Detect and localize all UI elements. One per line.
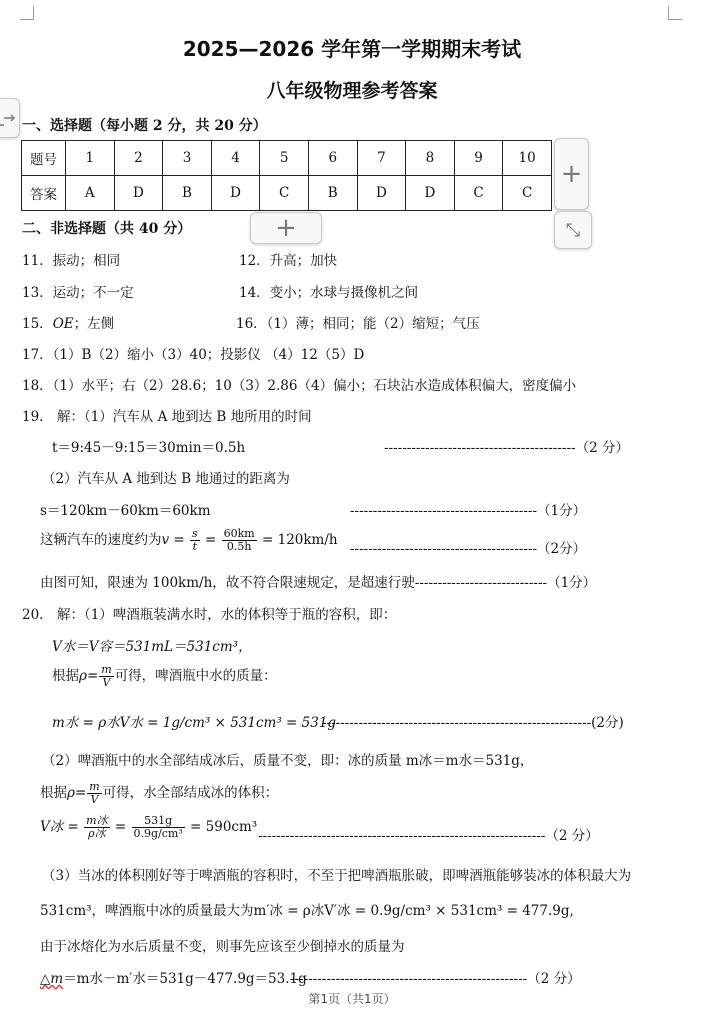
question-number-cell: 5 <box>260 141 309 176</box>
q19-distance-equation: s＝120km－60km＝60km <box>40 503 211 519</box>
section-1-heading: 一、选择题（每小题 2 分，共 20 分） <box>22 118 267 134</box>
answer-q17: 17．（1）B（2）缩小（3）40；投影仪 （4）12（5）D <box>22 347 365 363</box>
q20-part2: （2）啤酒瓶中的水全部结成冰后，质量不变，即：冰的质量 m冰＝m水＝531g， <box>42 753 534 769</box>
question-number-cell: 7 <box>357 141 406 176</box>
q20-part3-line1: （3）当冰的体积刚好等于啤酒瓶的容积时，不至于把啤酒瓶胀破，即啤酒瓶能够装冰的体积最大为 <box>42 868 632 884</box>
q19-speed-score: -----------------------------------------（2分） <box>350 541 587 557</box>
q19-conclusion: 由图可知，限速为 100km/h，故不符合限速规定，是超速行驶-----------------------------（1分） <box>40 575 597 591</box>
plus-icon: + <box>560 159 583 189</box>
denominator: 0.5h <box>226 540 252 553</box>
q19-speed-equation: 这辆汽车的速度约为v = $\frac{s}{t}$ = $\frac{60km}{0.5h}$ = 120km/h <box>40 527 338 553</box>
answer-q13: 13．运动；不一定 <box>22 285 134 301</box>
answer-q18: 18．（1）水平；右（2）28.6；10（3）2.86（4）偏小；石块沾水造成体积偏大，密度偏小 <box>22 378 577 394</box>
q19-speed-symbol: v <box>161 532 170 548</box>
question-number-cell: 9 <box>454 141 503 176</box>
q20-density-formula-1: 根据ρ= $\frac{m}{V}$ 可得，啤酒瓶中水的质量： <box>52 663 277 689</box>
q20-formula-prefix: 根据 <box>52 668 79 684</box>
add-row-button[interactable] <box>250 212 322 244</box>
q19-speed-result: = 120km/h <box>262 532 338 548</box>
q20-ice-volume-result: = 590cm³ <box>190 819 258 835</box>
answer-cell: D <box>406 176 455 211</box>
numerator: m <box>101 663 112 676</box>
answer-cell: D <box>357 176 406 211</box>
table-header-cell: 答案 <box>22 176 66 211</box>
answer-q15-ray: OE <box>52 316 74 332</box>
answer-cell: C <box>260 176 309 211</box>
answer-q14: 14．变小；水球与摄像机之间 <box>239 285 419 301</box>
q20-part3-line2: 531cm³，啤酒瓶中冰的质量最大为m′冰 = ρ冰V′冰 = 0.9g/cm³ × 531cm³ = 477.9g, <box>40 903 574 919</box>
q19-speed-label: 这辆汽车的速度约为 <box>40 532 162 548</box>
denominator: V <box>90 793 99 806</box>
q19-part2: （2）汽车从 A 地到达 B 地通过的距离为 <box>42 471 290 487</box>
question-number-cell: 1 <box>66 141 115 176</box>
q19-intro: 19． 解：（1）汽车从 A 地到达 B 地所用的时间 <box>22 409 312 425</box>
q19-distance-score: -----------------------------------------（1分） <box>350 503 587 519</box>
answer-q15 <box>22 312 114 332</box>
section-2-heading: 二、非选择题（共 40 分） <box>22 221 192 237</box>
answer-q15-number: 15． <box>22 316 53 332</box>
numerator: m冰 <box>86 814 108 827</box>
denominator: V <box>102 676 111 689</box>
numerator: m <box>89 780 100 793</box>
answer-cell: B <box>308 176 357 211</box>
answer-table <box>21 140 552 211</box>
q20-ice-volume-lhs: V冰 = <box>40 819 79 835</box>
denominator: t <box>192 540 198 553</box>
numerator: 531g <box>132 815 185 828</box>
answer-q11: 11．振动；相同 <box>22 253 121 269</box>
fraction <box>222 528 257 553</box>
q20-intro: 20． 解：（1）啤酒瓶装满水时，水的体积等于瓶的容积，即： <box>22 607 397 623</box>
q20-volume-equation: V水＝V容＝531mL＝531cm³， <box>52 639 252 655</box>
q20-mass-difference-equation <box>40 967 307 987</box>
table-header-cell: 题号 <box>22 141 66 176</box>
question-number-cell: 4 <box>211 141 260 176</box>
q20-ice-volume-score: ---------------------------------------------------------------（2 分） <box>258 828 599 844</box>
q20-density-formula-2: 根据ρ= $\frac{m}{V}$ 可得，水全部结成冰的体积： <box>40 780 279 806</box>
q20-formula-suffix: 可得，水全部结成冰的体积： <box>102 785 279 801</box>
question-number-cell: 8 <box>406 141 455 176</box>
answer-cell: A <box>66 176 115 211</box>
q20-water-mass-score: -----------------------------------------------------------(2分) <box>322 715 624 731</box>
delta-m-symbol: △m <box>40 971 64 987</box>
q19-time-equation: t＝9:45－9:15＝30min＝0.5h <box>52 440 246 456</box>
rho-symbol: ρ <box>67 785 75 801</box>
q20-mass-difference-score: ----------------------------------------------------（2 分） <box>290 971 581 987</box>
question-number-cell: 10 <box>503 141 552 176</box>
answer-cell: D <box>114 176 163 211</box>
rho-symbol: ρ <box>79 668 87 684</box>
answer-cell: C <box>503 176 552 211</box>
page-number: 第1页（共1页） <box>308 992 396 1006</box>
q20-formula-suffix: 可得，啤酒瓶中水的质量： <box>114 668 277 684</box>
denominator: ρ冰 <box>88 827 106 840</box>
numerator: 60km <box>223 527 255 540</box>
q19-time-score: ------------------------------------------（2 分） <box>384 440 629 456</box>
corner-mark-top-right <box>668 6 682 20</box>
question-number-cell: 3 <box>163 141 212 176</box>
denominator: 0.9g/cm³ <box>133 827 183 840</box>
expand-icon: ⤡ <box>565 219 581 241</box>
corner-mark-top-left <box>20 6 34 20</box>
add-column-button[interactable] <box>554 138 589 210</box>
numerator: s <box>192 527 198 540</box>
table-row <box>22 176 552 211</box>
q20-mass-difference-value: ＝m水－m′水＝531g－477.9g＝53.1g <box>63 971 307 987</box>
q20-part3-line3: 由于冰熔化为水后质量不变，则事先应该至少倒掉水的质量为 <box>40 939 405 955</box>
resize-table-button[interactable] <box>554 211 592 249</box>
fraction <box>84 815 109 840</box>
exam-title: 2025—2026 学年第一学期期末考试 <box>182 37 522 61</box>
question-number-cell: 6 <box>308 141 357 176</box>
answer-q15-text: ；左侧 <box>73 316 115 332</box>
fraction <box>132 815 185 840</box>
answer-cell: B <box>163 176 212 211</box>
answer-q16: 16．（1）薄；相同；能（2）缩短；气压 <box>236 316 480 332</box>
q20-ice-volume-equation: V冰 = $\frac{\text{m冰}}{\text{ρ冰}}$ = $\frac{531g}{\text{0.9g/cm³}}$ = 590cm³ <box>40 814 258 840</box>
table-row <box>22 141 552 176</box>
plus-icon: + <box>275 213 297 243</box>
answer-key-subtitle: 八年级物理参考答案 <box>266 80 438 102</box>
fraction <box>99 664 113 689</box>
answer-q12: 12．升高；加快 <box>239 253 338 269</box>
move-handle-icon[interactable] <box>0 98 20 138</box>
q20-water-mass-equation: m水 = ρ水V水 = 1g/cm³ × 531cm³ = 531g <box>52 715 337 731</box>
question-number-cell: 2 <box>114 141 163 176</box>
fraction <box>190 528 200 553</box>
answer-cell: C <box>454 176 503 211</box>
q20-formula-prefix: 根据 <box>40 785 67 801</box>
answer-cell: D <box>211 176 260 211</box>
fraction <box>87 781 101 806</box>
